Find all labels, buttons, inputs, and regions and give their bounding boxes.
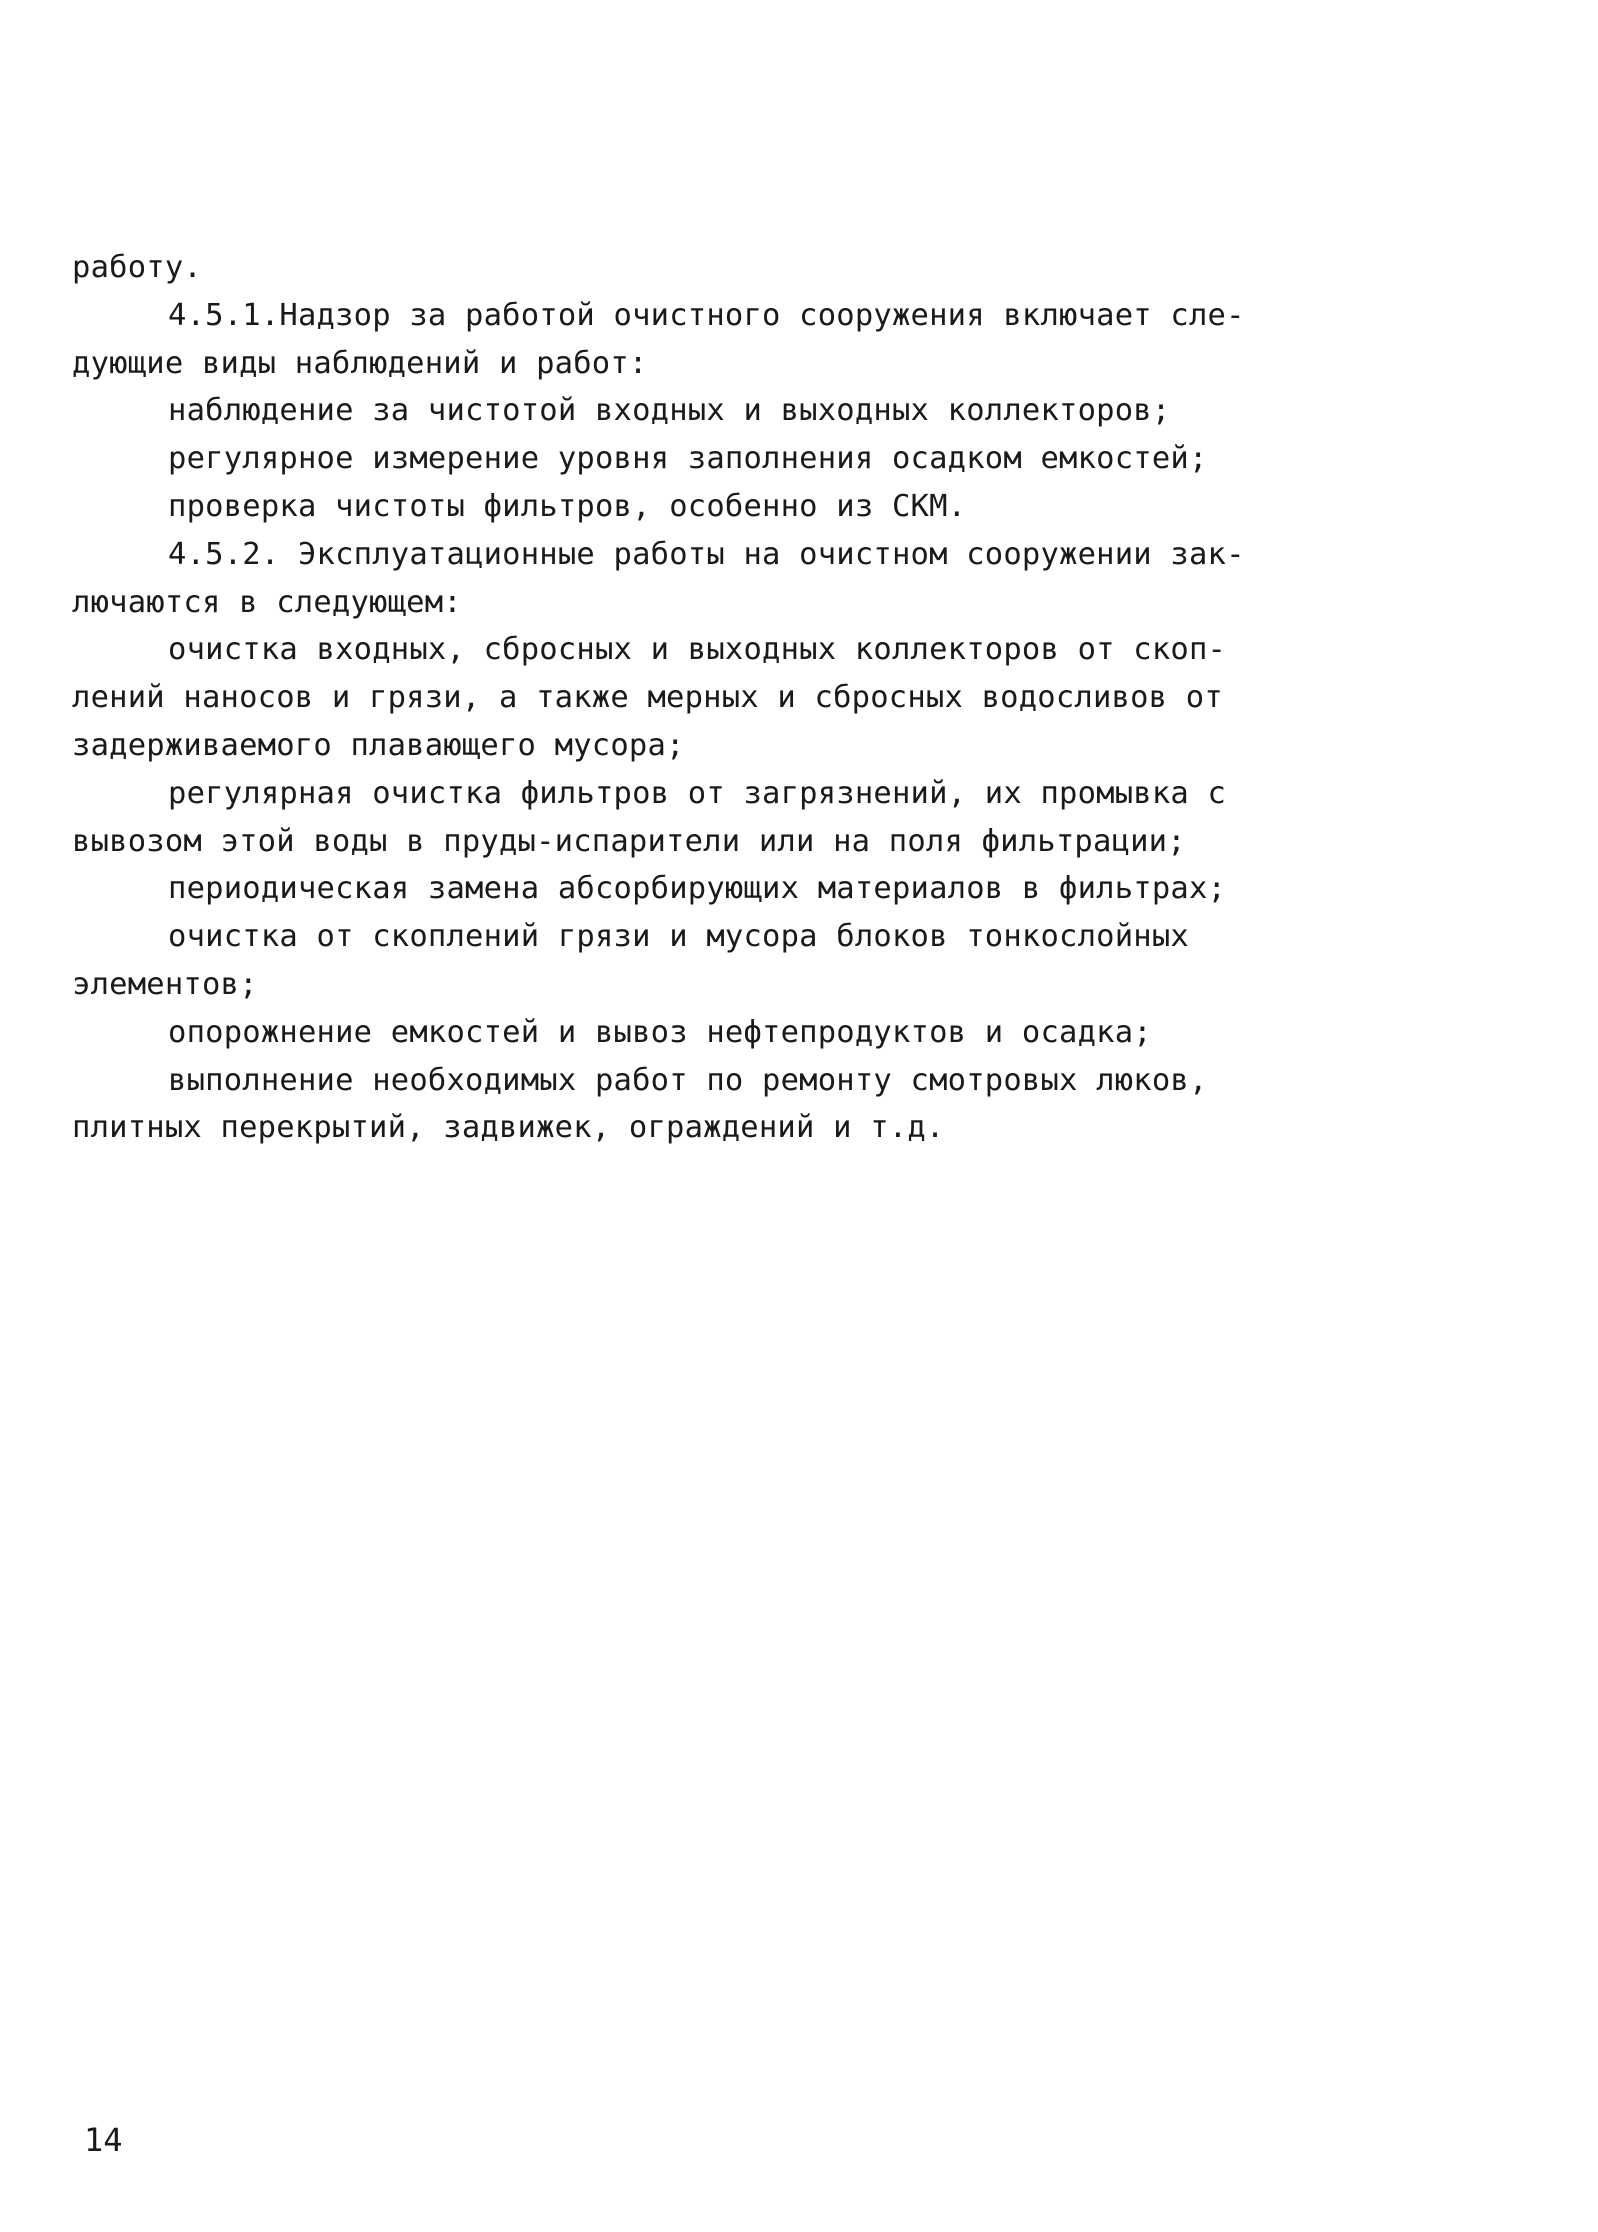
text-line-continuation: работу. [72, 250, 202, 285]
list-item: периодическая замена абсорбирующих материалов в фильтрах; [168, 871, 1227, 907]
list-item: регулярное измерение уровня заполнения осадком емкостей; [168, 441, 1208, 477]
list-item: выполнение необходимых работ по ремонту смотровых люков, [168, 1062, 1208, 1098]
list-item: регулярная очистка фильтров от загрязнений, их промывка с [168, 775, 1227, 811]
text-line: элементов; [72, 966, 258, 1002]
text-line: вывозом этой воды в пруды-испарители или на поля фильтрации; [72, 823, 1186, 859]
body-text [72, 244, 1312, 1152]
text-line: лений наносов и грязи, а также мерных и сбросных водосливов от [72, 680, 1223, 716]
text-line: лючаются в следующем: [72, 584, 462, 620]
list-item: наблюдение за чистотой входных и выходных коллекторов; [168, 393, 1171, 429]
text-line: дующие виды наблюдений и работ: [72, 345, 648, 381]
clause-4-5-2-heading: 4.5.2. Эксплуатационные работы на очистном сооружении зак- [168, 536, 1245, 572]
text-line: плитных перекрытий, задвижек, ограждений и т.д. [72, 1110, 945, 1146]
text-line: задерживаемого плавающего мусора; [72, 727, 685, 763]
page-number: 14 [84, 2121, 123, 2159]
list-item: проверка чистоты фильтров, особенно из СКМ. [168, 488, 967, 524]
clause-4-5-1-heading: 4.5.1.Надзор за работой очистного сооружения включает сле- [168, 297, 1245, 333]
list-item: очистка от скоплений грязи и мусора блоков тонкослойных [168, 919, 1189, 955]
list-item: очистка входных, сбросных и выходных коллекторов от скоп- [168, 632, 1227, 668]
list-item: опорожнение емкостей и вывоз нефтепродуктов и осадка; [168, 1014, 1152, 1050]
